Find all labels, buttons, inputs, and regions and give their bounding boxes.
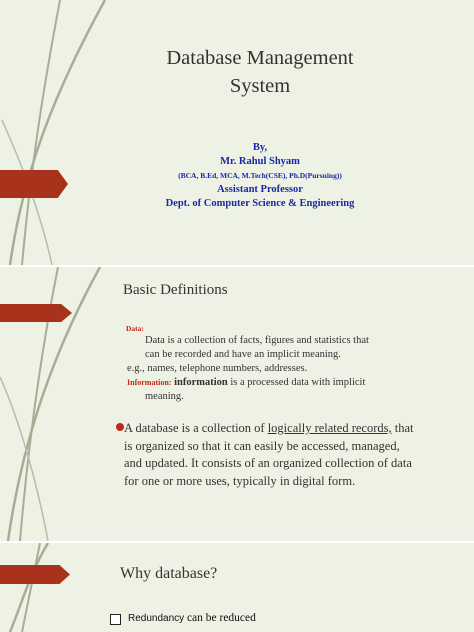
data-example: e.g., names, telephone numbers, addresses. <box>127 363 308 374</box>
data-label: Data: <box>126 324 144 333</box>
red-tag-marker <box>0 304 72 322</box>
section-heading: Basic Definitions <box>123 282 228 298</box>
checkbox-bullet-icon <box>110 614 121 625</box>
database-definition: A database is a collection of logically related records, that is organized so that it can easily be accessed, managed, and updated. It consists of an organized collection of data for one or more uses, typically in digital form. <box>124 421 414 488</box>
definitions-slide <box>0 267 474 541</box>
author-position: Assistant Professor <box>217 184 303 195</box>
section-heading: Why database? <box>120 565 218 582</box>
red-tag-marker <box>0 565 70 584</box>
information-definition: Information: information is a processed data with implicit <box>127 377 366 388</box>
bullet-item: Redundancy can be reduced <box>128 612 256 624</box>
author-qualifications: (BCA, B.Ed, MCA, M.Tech(CSE), Ph.D(Pursuing)) <box>178 171 342 180</box>
title-slide <box>0 0 474 265</box>
decorative-curves <box>0 267 474 541</box>
by-label: By, <box>252 142 268 153</box>
information-definition-line2: meaning. <box>145 391 184 402</box>
author-name: Mr. Rahul Shyam <box>220 156 300 167</box>
red-tag-marker <box>0 170 68 198</box>
data-definition-line2: can be recorded and have an implicit meaning. <box>145 349 341 360</box>
author-department: Dept. of Computer Science & Engineering <box>165 198 355 209</box>
author-byline <box>110 141 410 211</box>
slide-title: Database Management System <box>166 47 354 97</box>
bullet-dot <box>116 423 124 431</box>
decorative-curves <box>0 0 474 265</box>
data-definition-line1: Data is a collection of facts, figures and statistics that <box>145 335 369 346</box>
